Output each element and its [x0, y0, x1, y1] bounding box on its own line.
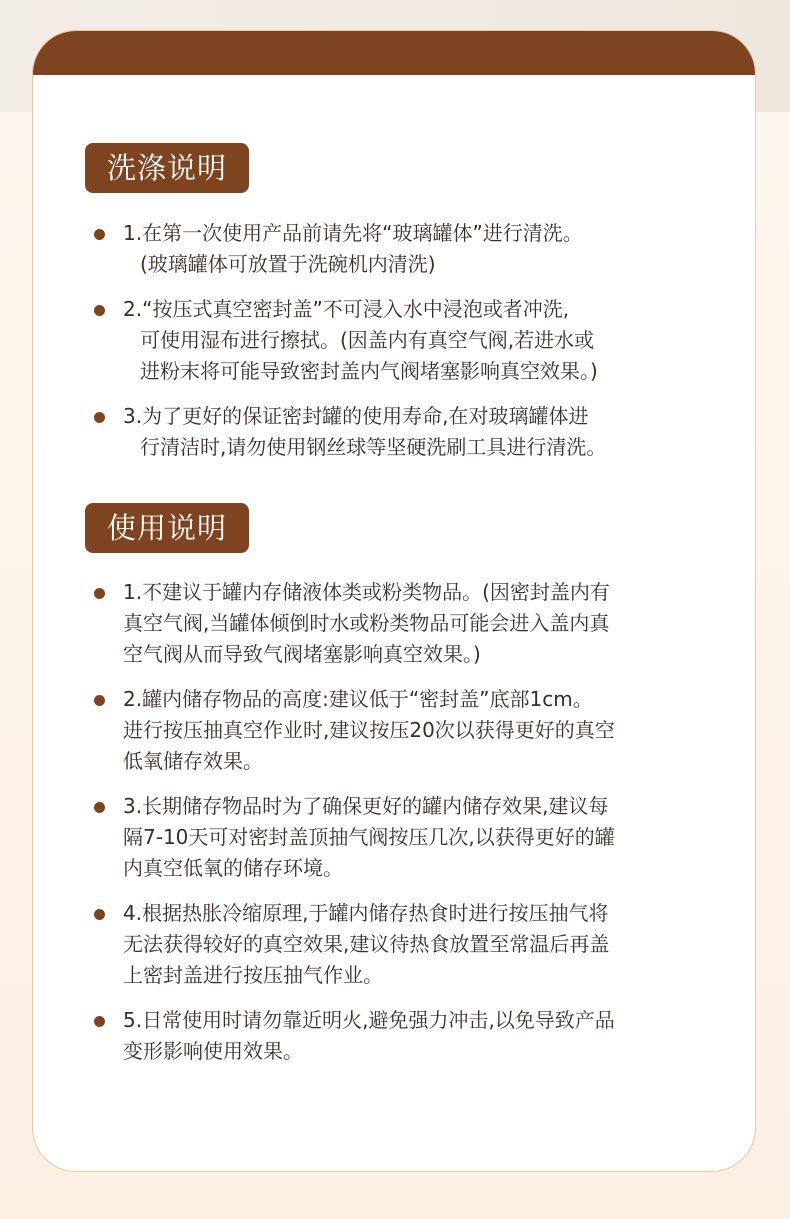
wash-item-1-line1: 1.在第一次使用产品前请先将“玻璃罐体”进行清洗。	[123, 221, 583, 245]
list-item	[89, 898, 699, 991]
usage-item-1: 1.不建议于罐内存储液体类或粉类物品。(因密封盖内有 真空气阀,当罐体倾倒时水或粉类物品可能会进入盖内真 空气阀从而导致气阀堵塞影响真空效果。)	[123, 580, 610, 666]
usage-section-title: 使用说明	[85, 503, 249, 553]
usage-item-4: 4.根据热胀冷缩原理,于罐内储存热食时进行按压抽气将 无法获得较好的真空效果,建议待热食放置至常温后再盖 上密封盖进行按压抽气作业。	[123, 901, 610, 987]
bullet-dot	[94, 802, 105, 813]
wash-item-1-rest: (玻璃罐体可放置于洗碗机内清洗)	[140, 252, 436, 276]
list-item	[89, 684, 699, 777]
list-item	[89, 401, 699, 463]
usage-item-3: 3.长期储存物品时为了确保更好的罐内储存效果,建议每 隔7-10天可对密封盖顶抽气阀按压几次,以获得更好的罐 内真空低氧的储存环境。	[123, 794, 615, 880]
card-header-bar	[33, 31, 755, 75]
bullet-dot	[94, 412, 105, 423]
usage-item-5: 5.日常使用时请勿靠近明火,避免强力冲击,以免导致产品 变形影响使用效果。	[123, 1008, 615, 1063]
list-item	[89, 1005, 699, 1067]
bullet-dot	[94, 305, 105, 316]
list-item	[89, 218, 699, 280]
bullet-dot	[94, 588, 105, 599]
wash-item-2-rest: 可使用湿布进行擦拭。(因盖内有真空气阀,若进水或 进粉末将可能导致密封盖内气阀堵塞影响真空效果。)	[140, 328, 598, 383]
bullet-dot	[94, 1016, 105, 1027]
wash-item-3-rest: 行清洁时,请勿使用钢丝球等坚硬洗刷工具进行清洗。	[140, 435, 607, 459]
usage-instructions-list	[89, 577, 699, 1067]
instruction-card	[32, 30, 756, 1172]
wash-section-title: 洗涤说明	[85, 143, 249, 193]
list-item	[89, 791, 699, 884]
bullet-dot	[94, 229, 105, 240]
bullet-dot	[94, 695, 105, 706]
wash-item-2-line1: 2.“按压式真空密封盖”不可浸入水中浸泡或者冲洗,	[123, 297, 570, 321]
list-item	[89, 294, 699, 387]
list-item	[89, 577, 699, 670]
wash-item-3-line1: 3.为了更好的保证密封罐的使用寿命,在对玻璃罐体进	[123, 404, 589, 428]
bullet-dot	[94, 909, 105, 920]
usage-item-2: 2.罐内储存物品的高度:建议低于“密封盖”底部1cm。 进行按压抽真空作业时,建议按压20次以获得更好的真空 低氧储存效果。	[123, 687, 615, 773]
wash-instructions-list	[89, 218, 699, 463]
